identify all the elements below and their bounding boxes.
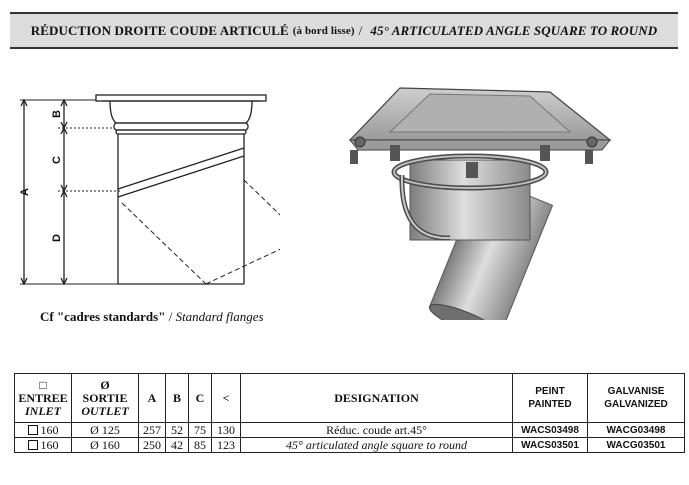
header-painted: [513, 374, 588, 423]
cell-b: 42: [166, 438, 189, 453]
cell-painted: WACS03498: [513, 423, 588, 438]
spec-table: [14, 373, 685, 453]
technical-drawing: [10, 88, 280, 298]
title-separator: /: [358, 22, 363, 38]
header-c: C: [189, 374, 212, 423]
table-row: [15, 423, 685, 438]
table-row: [15, 438, 685, 453]
header-angle: <: [212, 374, 241, 423]
cell-c: 85: [189, 438, 212, 453]
cell-sortie: Ø 160: [72, 438, 139, 453]
header-painted-en: PAINTED: [528, 399, 572, 410]
cell-a: 257: [139, 423, 166, 438]
cell-designation: 45° articulated angle square to round: [241, 438, 513, 453]
header-sortie: [72, 374, 139, 423]
header-sortie-fr: SORTIE: [82, 390, 128, 405]
cell-designation: Réduc. coude art.45°: [241, 423, 513, 438]
diameter-symbol: Ø: [100, 377, 110, 392]
square-symbol: □: [39, 377, 47, 392]
header-galvanized-en: GALVANIZED: [604, 399, 668, 410]
cell-galvanized: WACG03498: [588, 423, 685, 438]
table-header-row: [15, 374, 685, 423]
page-title: [10, 12, 678, 49]
dim-label-a: A: [19, 188, 31, 196]
dim-label-b: B: [51, 110, 63, 118]
cell-a: 250: [139, 438, 166, 453]
header-inlet-en: INLET: [25, 403, 61, 418]
caption-en: Standard flanges: [175, 309, 264, 324]
cell-b: 52: [166, 423, 189, 438]
header-designation: DESIGNATION: [241, 374, 513, 423]
header-peint-fr: PEINT: [535, 386, 565, 397]
dim-label-d: D: [51, 234, 63, 242]
title-en: 45° ARTICULATED ANGLE SQUARE TO ROUND: [370, 22, 658, 38]
cell-galvanized: WACG03501: [588, 438, 685, 453]
product-photo: [330, 70, 620, 320]
square-icon: [28, 440, 38, 450]
cell-painted: WACS03501: [513, 438, 588, 453]
flange-caption: [40, 309, 264, 325]
header-outlet-en: OUTLET: [81, 403, 129, 418]
cell-angle: 123: [212, 438, 241, 453]
cell-angle: 130: [212, 423, 241, 438]
dim-label-c: C: [51, 156, 63, 164]
cell-entree: [15, 423, 72, 438]
header-entree: [15, 374, 72, 423]
entree-value: 160: [40, 437, 59, 452]
caption-separator: /: [168, 309, 173, 324]
square-icon: [28, 425, 38, 435]
header-a: A: [139, 374, 166, 423]
header-b: B: [166, 374, 189, 423]
title-fr: RÉDUCTION DROITE COUDE ARTICULÉ: [30, 22, 289, 38]
header-entree-fr: ENTREE: [18, 390, 68, 405]
cell-sortie: Ø 125: [72, 423, 139, 438]
cell-c: 75: [189, 423, 212, 438]
entree-value: 160: [40, 422, 59, 437]
title-fr-note: (à bord lisse): [292, 24, 355, 37]
caption-fr: Cf "cadres standards": [40, 309, 166, 324]
cell-entree: [15, 438, 72, 453]
header-galvanized: [588, 374, 685, 423]
header-galvanise-fr: GALVANISE: [607, 386, 665, 397]
